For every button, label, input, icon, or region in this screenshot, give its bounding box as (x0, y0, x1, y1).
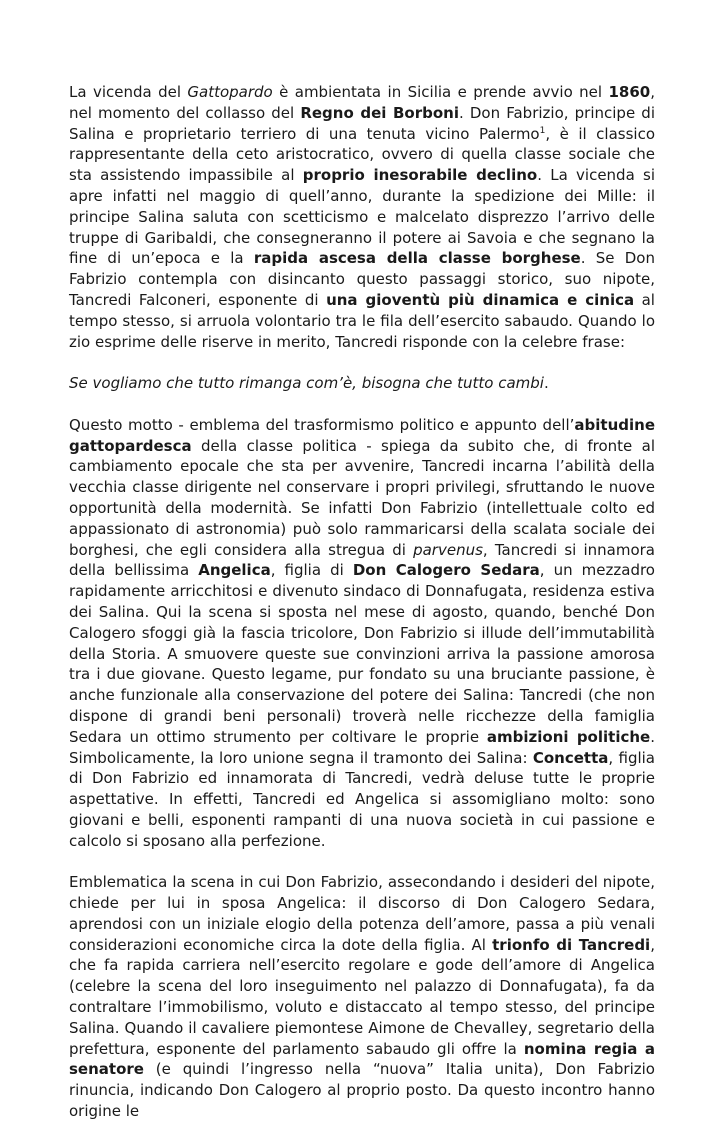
paragraph-motto (69, 415, 655, 852)
text-run: . (543, 374, 549, 393)
footnote-marker: 1 (539, 125, 546, 136)
bold-text: proprio inesorabile declino (302, 166, 538, 185)
text-run: Questo motto - emblema del trasformismo politico e appunto dell’ (69, 415, 575, 434)
text-run: è ambientata in Sicilia e prende avvio nel (272, 83, 609, 101)
text-run: , è il classico rappresentante della ceto aristocratico, ovvero di quella classe sociale che sta assistendo impassibile al (69, 124, 656, 185)
text-run: , nel momento del collasso del (69, 83, 655, 122)
bold-text: una gioventù più dinamica e cinica (326, 290, 635, 309)
text-run: . Se Don Fabrizio contempla con disincanto questo passaggi storico, suo nipote, Tancredi Falconeri, esponente di (69, 249, 655, 309)
italic-text: Gattopardo (187, 83, 273, 101)
paragraph-intro (69, 82, 655, 352)
text-run: , Tancredi si innamora della bellissima (69, 540, 655, 580)
document-page (69, 82, 655, 1122)
text-run: Emblematica la scena in cui Don Fabrizio, assecondando i desideri del nipote, chiede per lui in sposa Angelica: il discorso di Don Calogero Sedara, aprendosi con un iniziale elogio della potenza dell’amore, passa a più venali considerazioni economiche circa la dote della figlia. Al (69, 873, 655, 954)
bold-text: 1860 (608, 83, 651, 101)
text-run: . Simbolicamente, la loro unione segna il tramonto dei Salina: (69, 727, 655, 767)
italic-text: Se vogliamo che tutto rimanga com’è, bisogna che tutto cambi (69, 374, 544, 393)
text-run: , figlia di Don Fabrizio ed innamorata di Tancredi, vedrà deluse tutte le proprie aspettative. In effetti, Tancredi ed Angelica si assomigliano molto: sono giovani e belli, esponenti rampanti di una nuova società in cui passione e calcolo si sposano alla perfezione. (69, 748, 655, 850)
paragraph-emblematic-scene (69, 872, 655, 1122)
text-run: , figlia di (270, 561, 353, 580)
bold-text: trionfo di Tancredi (492, 935, 651, 954)
text-run: La vicenda del (69, 83, 188, 101)
bold-text: ambizioni politiche (486, 727, 651, 746)
text-run: (e quindi l’ingresso nella “nuova” Italia unita), Don Fabrizio rinuncia, indicando Don Calogero al proprio posto. Da questo incontro hanno origine le (69, 1060, 655, 1121)
text-run: . Don Fabrizio, principe di Salina e proprietario terriero di una tenuta vicino Palermo (69, 103, 655, 143)
text-run: . La vicenda si apre infatti nel maggio di quell’anno, durante la spedizione dei Mille: il principe Salina saluta con scetticismo e malcelato disprezzo l’arrivo delle truppe di Garibaldi, che consegneranno il potere ai Savoia e che segnano la fine di un’epoca e la (69, 166, 655, 268)
paragraph-quote (69, 373, 655, 394)
italic-text: parvenus (413, 540, 483, 559)
text-run: , un mezzadro rapidamente arricchitosi e divenuto sindaco di Donnafugata, residenza estiva dei Salina. Qui la scena si sposta nel mese di agosto, quando, benché Don Calogero sfoggi già la fascia tricolore, Don Fabrizio si illude dell’immutabilità della Storia. A smuovere queste sue convinzioni arriva la passione amorosa tra i due giovane. Questo legame, pur fondato su una bruciante passione, è anche funzionale alla conservazione del potere dei Salina: Tancredi (che non dispone di grandi beni personali) troverà nelle ricchezze della famiglia Sedara un ottimo strumento per coltivare le proprie (69, 561, 655, 746)
bold-text: Regno dei Borboni (300, 103, 459, 122)
bold-text: rapida ascesa della classe borghese (253, 249, 581, 268)
text-run: della classe politica - spiega da subito che, di fronte al cambiamento epocale che sta per avvenire, Tancredi incarna l’abilità della vecchia classe dirigente nel conservare i propri privilegi, sfruttando le nuove opportunità della modernità. Se infatti Don Fabrizio (intellettuale colto ed appassionato di astronomia) può solo rammaricarsi della scalata sociale dei borghesi, che egli considera alla stregua di (69, 436, 655, 559)
bold-text: Angelica (198, 561, 271, 580)
text-run: , che fa rapida carriera nell’esercito regolare e gode dell’amore di Angelica (celebre la scena del loro inseguimento nel palazzo di Donnafugata), fa da contraltare l’immobilismo, voluto e distaccato al tempo stesso, del principe Salina. Quando il cavaliere piemontese Aimone de Chevalley, segretario della prefettura, esponente del parlamento sabaudo gli offre la (69, 935, 655, 1058)
bold-text: Don Calogero Sedara (352, 561, 540, 580)
text-run: al tempo stesso, si arruola volontario tra le fila dell’esercito sabaudo. Quando lo zio esprime delle riserve in merito, Tancredi risponde con la celebre frase: (69, 290, 655, 351)
bold-text: Concetta (532, 748, 609, 767)
bold-text: abitudine gattopardesca (69, 415, 655, 455)
bold-text: nomina regia a senatore (69, 1039, 655, 1079)
